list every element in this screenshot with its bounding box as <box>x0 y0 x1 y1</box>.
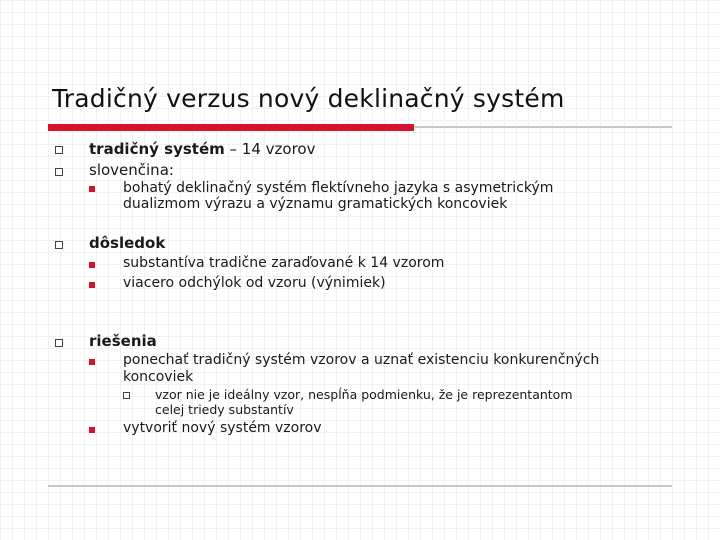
list-item-text: – 14 vzorov <box>224 140 316 158</box>
hollow-square-bullet-icon <box>55 339 63 347</box>
red-square-bullet-icon <box>89 186 95 192</box>
sub-list-item-line: ponechať tradičný systém vzorov a uznať existenciu konkurenčných <box>123 352 600 368</box>
sub-list-item-line: bohatý deklinačný systém flektívneho jazyka s asymetrickým <box>123 180 554 196</box>
hollow-square-bullet-icon <box>55 168 63 176</box>
title-underline-rule <box>414 126 672 128</box>
list-item <box>89 140 315 158</box>
list-item: riešenia <box>89 332 157 350</box>
sub-list-item-line: koncoviek <box>123 369 194 385</box>
red-square-bullet-icon <box>89 359 95 365</box>
sub-sub-list-item-line: vzor nie je ideálny vzor, nespĺňa podmienku, že je reprezentantom <box>155 387 573 402</box>
footer-rule <box>48 485 672 487</box>
list-item-bold-text: tradičný systém <box>89 140 225 158</box>
red-square-bullet-icon <box>89 262 95 268</box>
red-square-bullet-icon <box>89 282 95 288</box>
sub-list-item: substantíva tradične zaraďované k 14 vzorom <box>123 255 445 271</box>
sub-sub-list-item-line: celej triedy substantív <box>155 402 294 417</box>
hollow-square-bullet-icon <box>123 392 130 399</box>
sub-list-item: vytvoriť nový systém vzorov <box>123 420 322 436</box>
hollow-square-bullet-icon <box>55 241 63 249</box>
slide-title: Tradičný verzus nový deklinačný systém <box>52 84 565 113</box>
red-square-bullet-icon <box>89 427 95 433</box>
sub-list-item: viacero odchýlok od vzoru (výnimiek) <box>123 275 386 291</box>
list-item: dôsledok <box>89 234 166 252</box>
list-item: slovenčina: <box>89 161 174 179</box>
title-underline-accent <box>48 124 414 131</box>
sub-list-item-line: dualizmom výrazu a významu gramatických koncoviek <box>123 196 508 212</box>
hollow-square-bullet-icon <box>55 146 63 154</box>
